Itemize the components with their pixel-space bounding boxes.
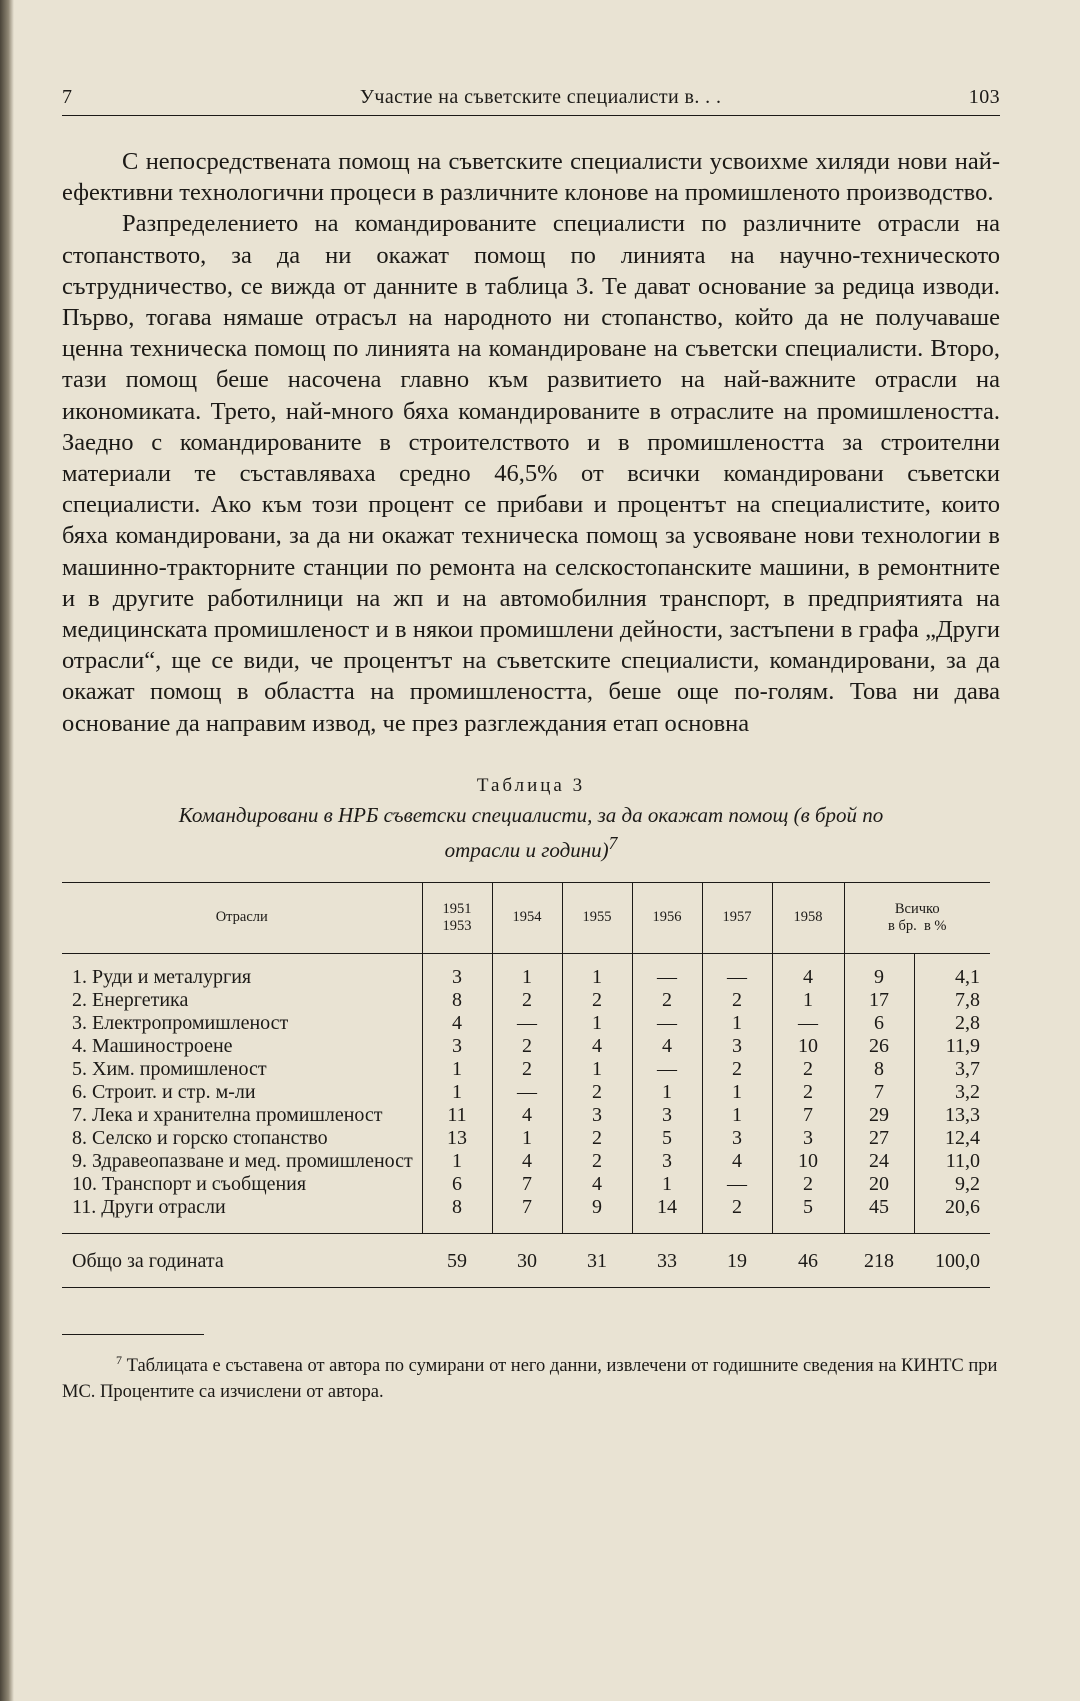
value-cell: 2 xyxy=(702,1196,772,1234)
table-row xyxy=(62,1012,990,1035)
value-cell: 13 xyxy=(422,1127,492,1150)
table-row xyxy=(62,989,990,1012)
value-cell: 1 xyxy=(772,989,844,1012)
value-cell: 4 xyxy=(492,1150,562,1173)
value-cell: 7 xyxy=(492,1173,562,1196)
table-subtitle: Командировани в НРБ съветски специалисти, за да окажат помощ (в брой по отрасли и години)$^7$ xyxy=(178,802,884,862)
value-cell: 26 xyxy=(844,1035,914,1058)
value-cell: 2 xyxy=(492,1058,562,1081)
paragraph: Разпределението на командированите специалисти по различните отрасли на стопанството, за да ни окажат помощ по линията на научно-техническото сътрудничество, се вижда от данните в таблица 3. Те дават основание за редица изводи. Първо, тогава нямаше отрасъл на народното ни стопанство, който да не получаваше ценна техническа помощ по линията на командироване на съветски специалисти. Второ, тази помощ беше насочена главно към развитието на най-важните отрасли на икономиката. Трето, най-много бяха командированите в отраслите на промишлеността. Заедно с командированите в строителството и в промишлеността за строителни материали те съставляваха средно 46,5% от всички командировани съветски специалисти. Ако към този процент се прибави и процентът на специалистите, които бяха командировани, за да ни окажат техническа помощ за усвояване нови технологии в машинно-тракторните станции по ремонта на селскостопанските машини, в ремонтните и в другите работилници на жп и на автомобилния транспорт, в предприятията на медицинската промишленост и в някои промишлени дейности, застъпени в графа „Други отрасли“, ще се види, че процентът на съветските специалисти, командировани, за да окажат помощ в областта на промишлеността, беше още по-голям. Това ни дава основание да направим извод, че през разглеждания етап основна xyxy=(62,210,1000,737)
value-cell: 1 xyxy=(422,1081,492,1104)
running-title: Участие на съветските специалисти в. . . xyxy=(359,86,722,108)
value-cell: 4 xyxy=(422,1012,492,1035)
sector-cell: 7. Лека и хранителна промишленост xyxy=(72,1103,383,1126)
book-spine-shadow xyxy=(0,0,14,1701)
header-total: Всичко в бр. в % xyxy=(844,882,990,953)
value-cell: — xyxy=(632,1012,702,1035)
value-cell: 4 xyxy=(562,1173,632,1196)
sector-cell: 4. Машиностроене xyxy=(72,1034,233,1057)
table-row xyxy=(62,1058,990,1081)
value-cell: 3 xyxy=(772,1127,844,1150)
value-cell: — xyxy=(702,1173,772,1196)
value-cell: 1 xyxy=(702,1081,772,1104)
value-cell: 3 xyxy=(562,1104,632,1127)
total-value-cell: 31 xyxy=(562,1233,632,1287)
value-cell: 9 xyxy=(562,1196,632,1234)
sector-cell: 11. Други отрасли xyxy=(72,1195,226,1218)
total-value-cell: 19 xyxy=(702,1233,772,1287)
percent-cell: 2,8 xyxy=(914,1012,990,1035)
value-cell: 8 xyxy=(422,989,492,1012)
table-row xyxy=(62,1081,990,1104)
value-cell: 2 xyxy=(562,989,632,1012)
table-label: Таблица 3 xyxy=(476,774,586,796)
value-cell: 1 xyxy=(492,1127,562,1150)
value-cell: — xyxy=(632,1058,702,1081)
value-cell: 2 xyxy=(772,1081,844,1104)
value-cell: — xyxy=(772,1012,844,1035)
value-cell: 3 xyxy=(702,1127,772,1150)
book-page xyxy=(62,86,1000,1405)
value-cell: 14 xyxy=(632,1196,702,1234)
table-row xyxy=(62,1104,990,1127)
value-cell: 4 xyxy=(632,1035,702,1058)
header-year: 1954 xyxy=(492,882,562,953)
value-cell: 1 xyxy=(562,1058,632,1081)
value-cell: 1 xyxy=(632,1173,702,1196)
value-cell: — xyxy=(632,953,702,989)
table-row xyxy=(62,1127,990,1150)
value-cell: 45 xyxy=(844,1196,914,1234)
table-total-row xyxy=(62,1233,990,1287)
value-cell: 2 xyxy=(492,1035,562,1058)
percent-cell: 3,2 xyxy=(914,1081,990,1104)
value-cell: 2 xyxy=(492,989,562,1012)
value-cell: 6 xyxy=(422,1173,492,1196)
table-row xyxy=(62,1150,990,1173)
value-cell: 17 xyxy=(844,989,914,1012)
value-cell: 3 xyxy=(422,953,492,989)
footnote-rule xyxy=(62,1334,204,1335)
value-cell: 27 xyxy=(844,1127,914,1150)
value-cell: 2 xyxy=(562,1081,632,1104)
table-row xyxy=(62,1035,990,1058)
value-cell: 2 xyxy=(772,1173,844,1196)
value-cell: 3 xyxy=(702,1035,772,1058)
body-text xyxy=(62,146,1000,739)
value-cell: 1 xyxy=(492,953,562,989)
value-cell: 1 xyxy=(562,953,632,989)
value-cell: 11 xyxy=(422,1104,492,1127)
sector-cell: 3. Електропромишленост xyxy=(72,1011,289,1034)
value-cell: 1 xyxy=(702,1104,772,1127)
value-cell: 7 xyxy=(492,1196,562,1234)
value-cell: 1 xyxy=(702,1012,772,1035)
value-cell: 5 xyxy=(772,1196,844,1234)
header-year: 1957 xyxy=(702,882,772,953)
value-cell: 4 xyxy=(562,1035,632,1058)
value-cell: 5 xyxy=(632,1127,702,1150)
percent-cell: 13,3 xyxy=(914,1104,990,1127)
value-cell: 3 xyxy=(632,1104,702,1127)
value-cell: 1 xyxy=(422,1150,492,1173)
header-year: 1958 xyxy=(772,882,844,953)
value-cell: 8 xyxy=(422,1196,492,1234)
total-value-cell: 59 xyxy=(422,1233,492,1287)
value-cell: 4 xyxy=(772,953,844,989)
value-cell: 6 xyxy=(844,1012,914,1035)
percent-cell: 7,8 xyxy=(914,989,990,1012)
percent-cell: 11,0 xyxy=(914,1150,990,1173)
data-table xyxy=(62,882,990,1288)
percent-cell: 12,4 xyxy=(914,1127,990,1150)
total-value-cell: 218 xyxy=(844,1233,914,1287)
value-cell: 2 xyxy=(562,1150,632,1173)
header-year: 1951 1953 xyxy=(422,882,492,953)
table-body xyxy=(62,953,990,1233)
percent-cell: 3,7 xyxy=(914,1058,990,1081)
sector-cell: 9. Здравеопазване и мед. промишленост xyxy=(72,1149,413,1172)
table-header-row xyxy=(62,882,990,953)
table-row xyxy=(62,1196,990,1234)
value-cell: 2 xyxy=(562,1127,632,1150)
value-cell: 4 xyxy=(702,1150,772,1173)
value-cell: 1 xyxy=(422,1058,492,1081)
total-value-cell: 33 xyxy=(632,1233,702,1287)
paragraph: С непосредствената помощ на съветските специалисти усвоихме хиляди нови най-ефективни технологични процеси в различните клонове на промишленото производство. xyxy=(62,148,1000,207)
value-cell: 10 xyxy=(772,1150,844,1173)
table-row xyxy=(62,953,990,989)
value-cell: 2 xyxy=(632,989,702,1012)
value-cell: 20 xyxy=(844,1173,914,1196)
table-caption xyxy=(62,775,1000,864)
total-label: Общо за годината xyxy=(62,1233,422,1287)
value-cell: — xyxy=(492,1081,562,1104)
total-percent-cell: 100,0 xyxy=(914,1233,990,1287)
value-cell: 8 xyxy=(844,1058,914,1081)
value-cell: 7 xyxy=(844,1081,914,1104)
chapter-number: 7 xyxy=(62,86,73,108)
percent-cell: 11,9 xyxy=(914,1035,990,1058)
page-number: 103 xyxy=(968,86,1000,108)
value-cell: 24 xyxy=(844,1150,914,1173)
total-value-cell: 30 xyxy=(492,1233,562,1287)
value-cell: 4 xyxy=(492,1104,562,1127)
footnote-ref: 7 xyxy=(608,832,618,853)
footnote: $^7$ Таблицата е съставена от автора по сумирани от него данни, извлечени от годишните сведения на КИНТС при МС. Процентите са изчислени от автора. xyxy=(62,1352,998,1403)
value-cell: — xyxy=(492,1012,562,1035)
value-cell: 29 xyxy=(844,1104,914,1127)
sector-cell: 8. Селско и горско стопанство xyxy=(72,1126,328,1149)
value-cell: 3 xyxy=(632,1150,702,1173)
sector-cell: 10. Транспорт и съобщения xyxy=(72,1172,307,1195)
sector-cell: 1. Руди и металургия xyxy=(72,965,252,988)
value-cell: 3 xyxy=(422,1035,492,1058)
value-cell: — xyxy=(702,953,772,989)
header-year: 1955 xyxy=(562,882,632,953)
table-row xyxy=(62,1173,990,1196)
sector-cell: 2. Енергетика xyxy=(72,988,189,1011)
value-cell: 10 xyxy=(772,1035,844,1058)
value-cell: 2 xyxy=(702,1058,772,1081)
value-cell: 2 xyxy=(702,989,772,1012)
value-cell: 7 xyxy=(772,1104,844,1127)
percent-cell: 9,2 xyxy=(914,1173,990,1196)
value-cell: 2 xyxy=(772,1058,844,1081)
header-sector: Отрасли xyxy=(62,882,422,953)
sector-cell: 6. Строит. и стр. м-ли xyxy=(72,1080,256,1103)
sector-cell: 5. Хим. промишленост xyxy=(72,1057,267,1080)
value-cell: 1 xyxy=(632,1081,702,1104)
header-year: 1956 xyxy=(632,882,702,953)
value-cell: 1 xyxy=(562,1012,632,1035)
total-value-cell: 46 xyxy=(772,1233,844,1287)
percent-cell: 4,1 xyxy=(914,953,990,989)
percent-cell: 20,6 xyxy=(914,1196,990,1234)
value-cell: 9 xyxy=(844,953,914,989)
running-header xyxy=(62,86,1000,116)
